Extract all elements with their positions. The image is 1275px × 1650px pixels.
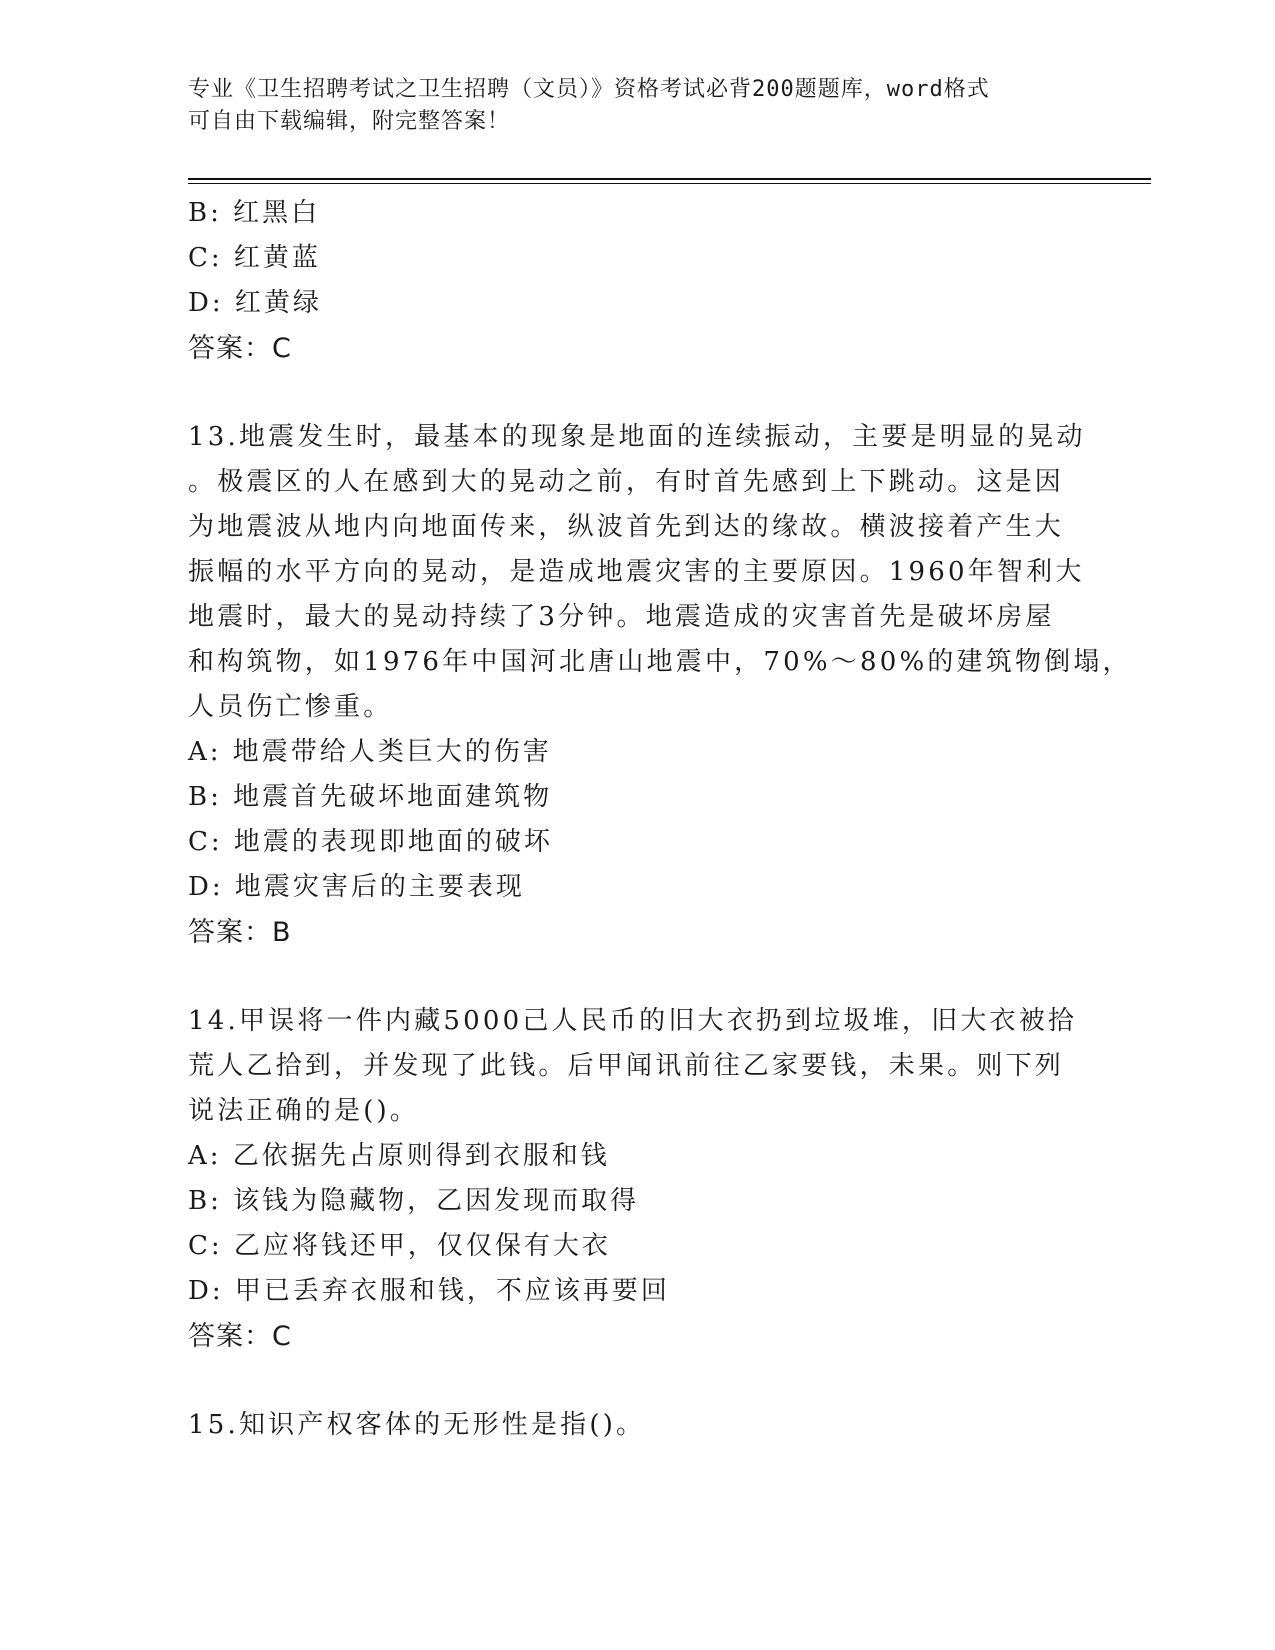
option-b: B: 地震首先破坏地面建筑物	[188, 782, 553, 812]
question-text-line: 地震时，最大的晃动持续了3分钟。地震造成的灾害首先是破坏房屋	[188, 602, 1055, 632]
document-header	[188, 74, 1068, 138]
spacer	[188, 955, 1088, 999]
option-c: C: 乙应将钱还甲，仅仅保有大衣	[188, 1231, 611, 1261]
spacer	[188, 371, 1088, 415]
answer-label: 答案：B	[188, 917, 292, 948]
question-14	[188, 999, 1088, 1359]
question-text-line: 荒人乙拾到，并发现了此钱。后甲闻讯前往乙家要钱，未果。则下列	[188, 1051, 1065, 1081]
question-text-line: 13.地震发生时，最基本的现象是地面的连续振动，主要是明显的晃动	[188, 422, 1086, 452]
header-line-1: 专业《卫生招聘考试之卫生招聘（文员）》资格考试必背200题题库，word格式	[188, 77, 990, 102]
option-c: C: 地震的表现即地面的破坏	[188, 827, 553, 857]
option-b: B: 红黑白	[188, 198, 321, 228]
header-divider-thick	[188, 178, 1151, 180]
option-b: B: 该钱为隐藏物，乙因发现而取得	[188, 1186, 640, 1216]
header-divider-thin	[188, 183, 1151, 184]
question-15	[188, 1403, 1088, 1448]
prev-question	[188, 191, 1088, 371]
option-a: A: 地震带给人类巨大的伤害	[188, 737, 552, 767]
question-text-line: 和构筑物，如1976年中国河北唐山地震中，70%～80%的建筑物倒塌，	[188, 647, 1132, 677]
option-a: A: 乙依据先占原则得到衣服和钱	[188, 1141, 610, 1171]
option-c: C: 红黄蓝	[188, 243, 321, 273]
question-text-line: 说法正确的是()。	[188, 1096, 420, 1126]
option-d: D: 地震灾害后的主要表现	[188, 872, 525, 902]
question-text-line: 15.知识产权客体的无形性是指()。	[188, 1410, 646, 1440]
option-d: D: 甲已丢弃衣服和钱，不应该再要回	[188, 1276, 670, 1306]
answer-label: 答案：C	[188, 1321, 292, 1352]
question-text-line: 人员伤亡惨重。	[188, 692, 393, 722]
question-text-line: 振幅的水平方向的晃动，是造成地震灾害的主要原因。1960年智利大	[188, 557, 1085, 587]
option-d: D: 红黄绿	[188, 288, 322, 318]
question-13	[188, 415, 1132, 955]
answer-label: 答案：C	[188, 333, 292, 364]
question-text-line: 14.甲误将一件内藏5000己人民币的旧大衣扔到垃圾堆，旧大衣被拾	[188, 1006, 1078, 1036]
document-body	[188, 191, 1132, 1448]
question-text-line: 。极震区的人在感到大的晃动之前，有时首先感到上下跳动。这是因	[188, 467, 1065, 497]
header-line-2: 可自由下载编辑，附完整答案！	[188, 109, 511, 134]
question-text-line: 为地震波从地内向地面传来，纵波首先到达的缘故。横波接着产生大	[188, 512, 1065, 542]
spacer	[188, 1359, 1088, 1403]
